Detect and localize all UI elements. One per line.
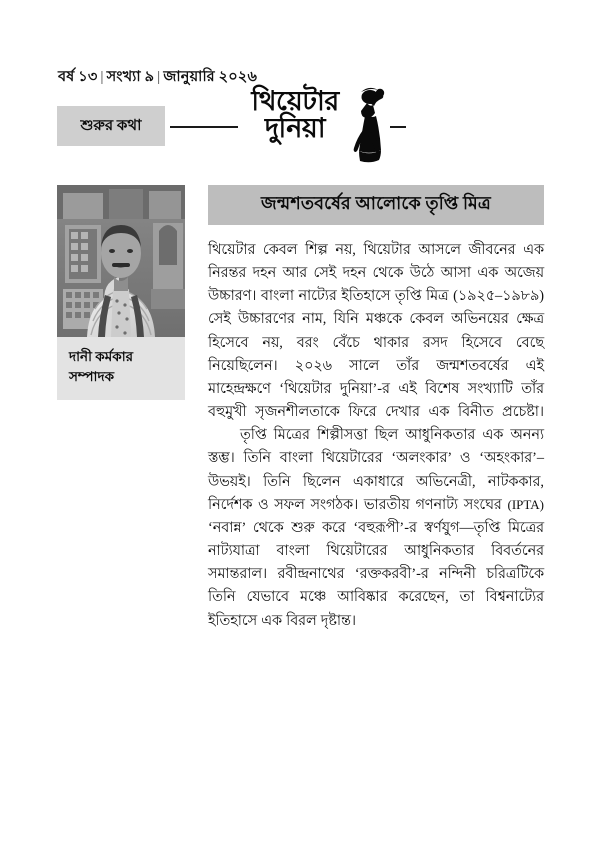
article-headline: জন্মশতবর্ষের আলোকে তৃপ্তি মিত্র xyxy=(261,192,491,213)
issue-separator-2: | xyxy=(157,69,161,85)
article-paragraph-1: থিয়েটার কেবল শিল্প নয়, থিয়েটার আসলে জীবনের এক নিরন্তর দহন আর সেই দহন থেকে উঠে আসা এক অজেয় উচ্চারণ। বাংলা নাট্যের ইতিহাসে তৃপ্তি মিত্র (১৯২৫–১৯৮৯) সেই উচ্চারণের নাম, যিনি মঞ্চকে কেবল অভিনয়ের ক্ষেত্র হিসেবে নয়, বরং বেঁচে থাকার রসদ হিসেবে বেছে নিয়েছিলেন। ২০২৬ সালে তাঁর জন্মশতবর্ষের এই মাহেন্দ্রক্ষণে ‘থিয়েটার দুনিয়া’-র এই বিশেষ সংখ্যাটি তাঁর বহুমুখী সৃজনশীলতাকে ফিরে দেখার এক বিনীত প্রচেষ্টা। xyxy=(208,242,544,421)
editor-role: সম্পাদক xyxy=(69,369,115,385)
masthead-title-line2: দুনিয়া xyxy=(264,113,326,144)
issue-line xyxy=(58,66,257,90)
article-paragraph-2-part2: ‘নবান্ন’ থেকে শুরু করে ‘বহুরূপী’-র স্বর্ণযুগ—তৃপ্তি মিত্রের নাট্যযাত্রা বাংলা থিয়েটারের আধুনিকতার বিবর্তনের সমান্তরাল। রবীন্দ্রনাথের ‘রক্তকরবী’-র নন্দিনী চরিত্রটিকে তিনি যেভাবে মঞ্চে আবিষ্কার করেছেন, তা বিশ্বনাট্যের ইতিহাসে এক বিরল দৃষ্টান্ত। xyxy=(208,519,544,629)
kicker-box xyxy=(57,106,165,146)
article-paragraph-2 xyxy=(208,424,544,632)
masthead-title xyxy=(236,88,354,142)
kicker-rule xyxy=(170,126,238,128)
editor-photo xyxy=(57,185,185,337)
article-column xyxy=(208,185,544,633)
issue-date: জানুয়ারি ২০২৬ xyxy=(163,69,258,85)
issue-volume: বর্ষ ১৩ xyxy=(58,69,98,85)
issue-number: সংখ্যা ৯ xyxy=(106,69,155,85)
kicker-label: শুরুর কথা xyxy=(80,117,142,134)
ipta-abbreviation: (IPTA) xyxy=(507,496,544,512)
masthead-logo xyxy=(236,88,386,170)
issue-separator-1: | xyxy=(100,69,104,85)
editor-name: দানী কর্মকার xyxy=(69,349,134,364)
masthead-title-line1: থিয়েটার xyxy=(251,86,339,116)
masthead-rule-right xyxy=(390,126,406,128)
dancer-figure-icon xyxy=(340,86,386,170)
editor-column xyxy=(57,185,185,400)
editor-caption xyxy=(57,337,185,400)
article-headline-band xyxy=(208,185,544,225)
article-paragraph-2-part1: তৃপ্তি মিত্রের শিল্পীসত্তা ছিল আধুনিকতার এক অনন্য স্তম্ভ। তিনি বাংলা থিয়েটারের ‘অলংকার’ ও ‘অহংকার’–উভয়ই। তিনি ছিলেন একাধারে অভিনেত্রী, নাটককার, নির্দেশক ও সফল সংগঠক। ভারতীয় গণনাট্য সংঘের xyxy=(208,427,544,513)
